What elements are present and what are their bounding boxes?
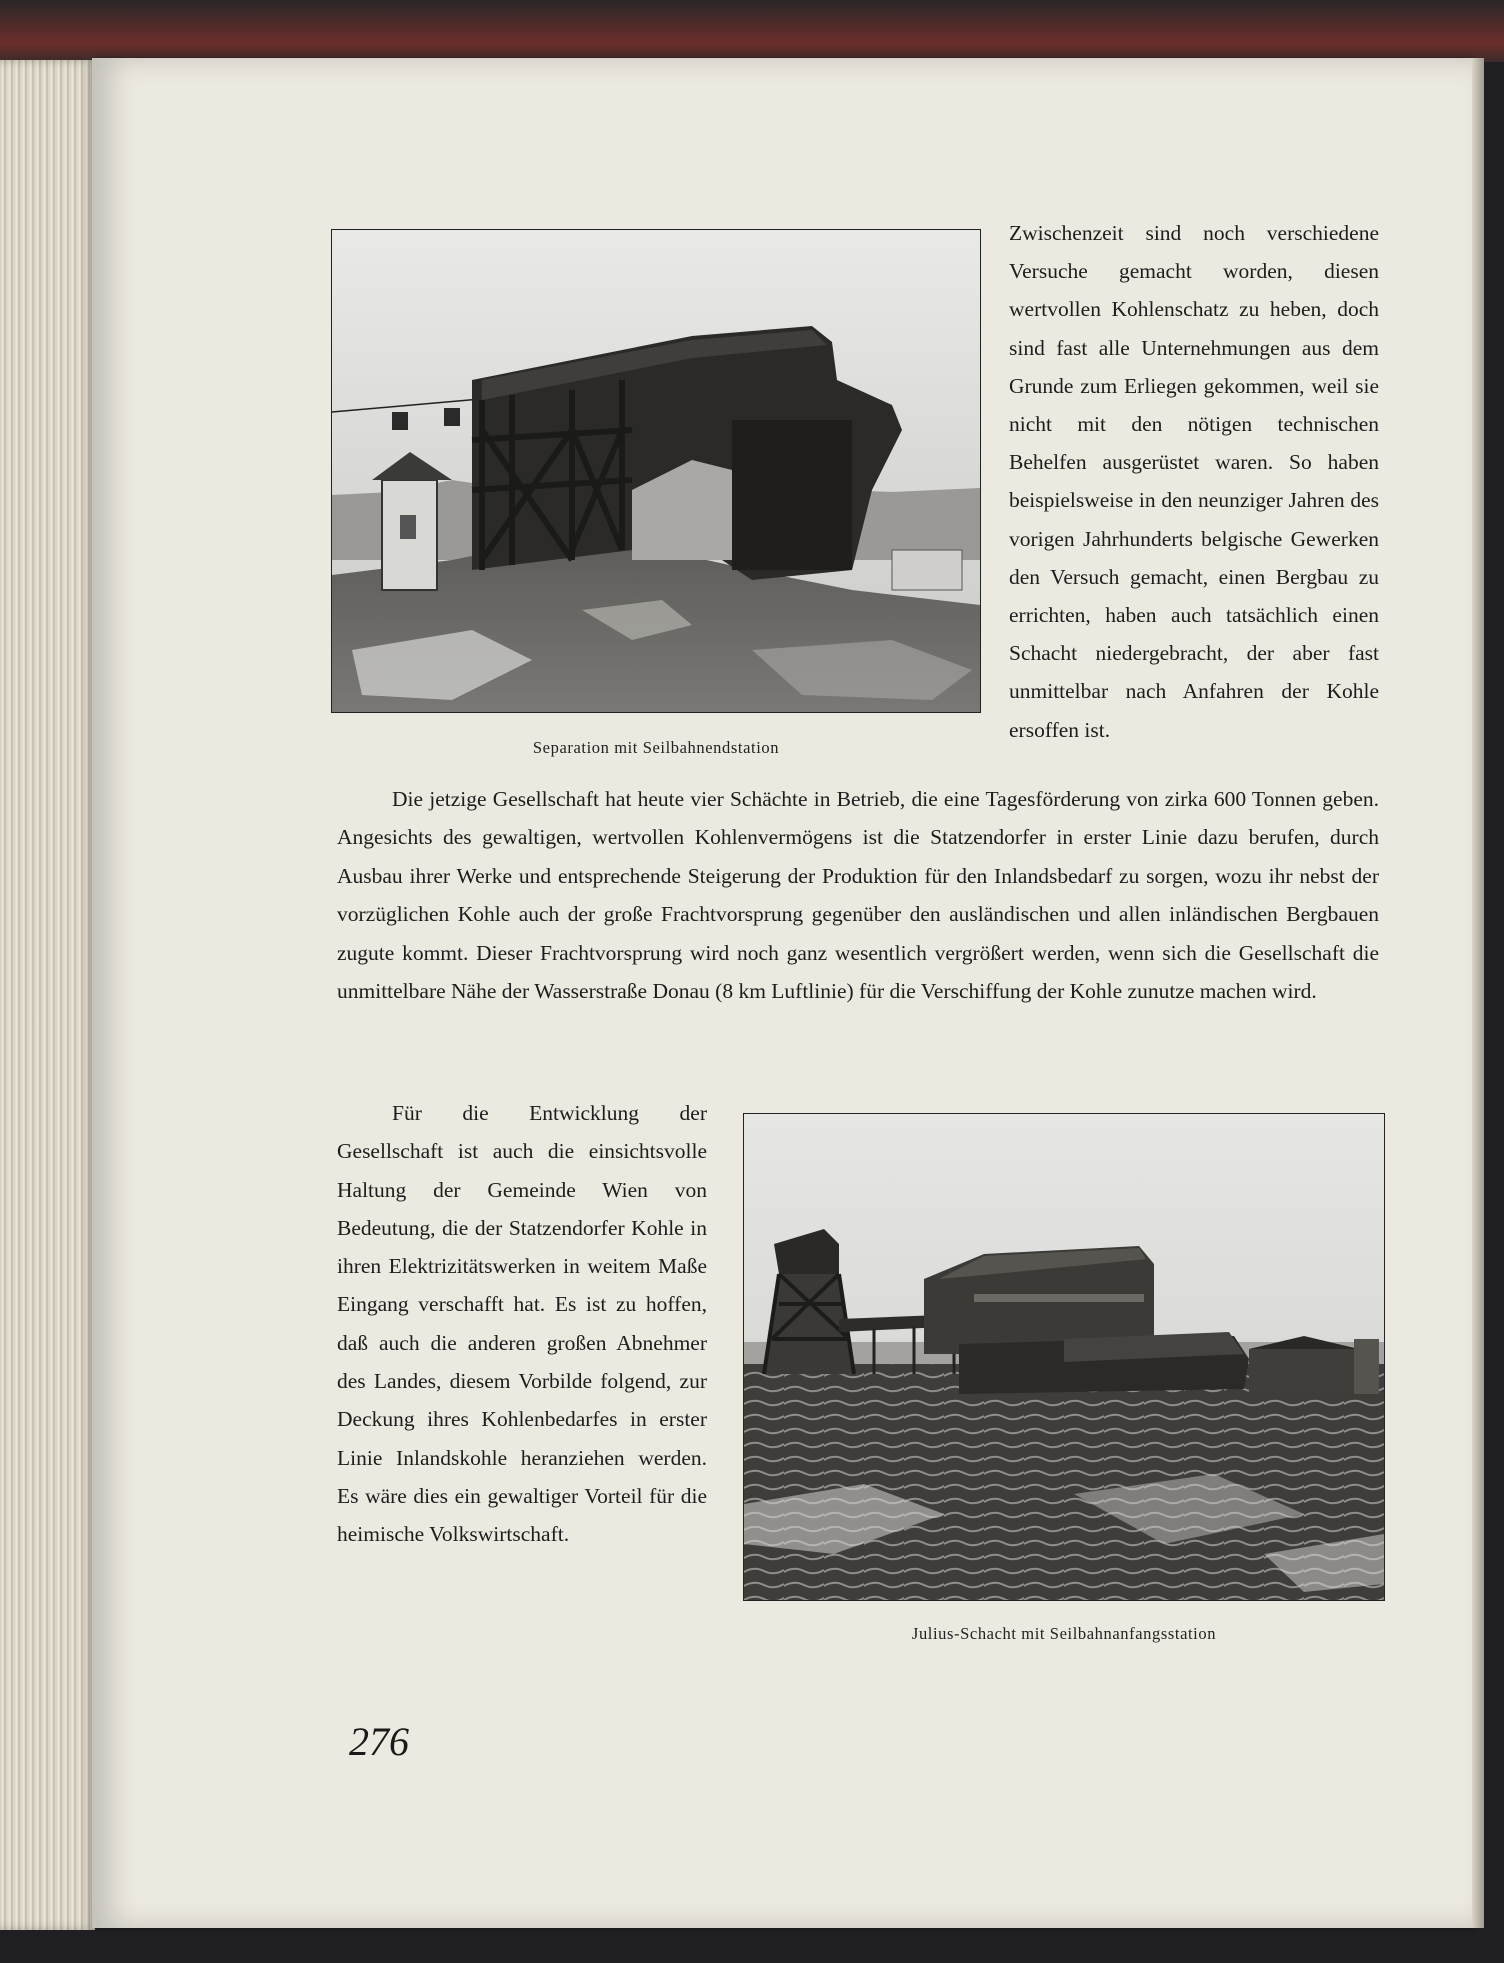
photo-julius-schacht-image: [744, 1114, 1384, 1600]
photo-separation: [332, 230, 980, 712]
photo-separation-image: [332, 230, 980, 712]
paragraph-3: Für die Entwicklung der Gesellschaft ist auch die einsichtsvolle Haltung der Gemeinde Wien von Bedeutung, die der Statzendorfer Kohle in ihren Elektrizitätswerken in weitem Maße Eingang verschafft hat. Es ist zu hoffen, daß auch die anderen großen Abnehmer des Landes, diesem Vorbilde folgend, zur Deckung ihres Kohlenbedarfes in erster Linie Inlandskohle heranziehen werden. Es wäre dies ein gewaltiger Vorteil für die heimische Volkswirtschaft.: [337, 1101, 707, 1547]
paragraph-1: Zwischenzeit sind noch verschiedene Versuche gemacht worden, diesen wertvollen Kohlenschatz zu heben, doch sind fast alle Unternehmungen aus dem Grunde zum Erliegen gekommen, weil sie nicht mit den nötigen technischen Behelfen ausgerüstet waren. So haben beispielsweise in den neunziger Jahren des vorigen Jahrhunderts belgische Gewerken den Versuch gemacht, einen Bergbau zu errichten, haben auch tatsächlich einen Schacht niedergebracht, der aber fast unmittelbar nach Anfahren der Kohle ersoffen ist.: [1009, 221, 1379, 742]
paragraph-2: Die jetzige Gesellschaft hat heute vier Schächte in Betrieb, die eine Tagesförderung von zirka 600 Tonnen geben. Angesichts des gewaltigen, wertvollen Kohlenvermögens ist die Statzendorfer in erster Linie dazu berufen, durch Ausbau ihrer Werke und entsprechende Steigerung der Produktion für den Inlandsbedarf zu sorgen, wozu ihr nebst der vorzüglichen Kohle auch der große Frachtvorsprung gegenüber den ausländischen und allen inländischen Bergbauen zugute kommt. Dieser Frachtvorsprung wird noch ganz wesentlich vergrößert werden, wenn sich die Gesellschaft die unmittelbare Nähe der Wasserstraße Donau (8 km Luftlinie) für die Verschiffung der Kohle zunutze machen wird.: [337, 787, 1379, 1004]
book-cover-edge: [0, 0, 1504, 62]
caption-separation: Separation mit Seilbahnendstation: [532, 738, 780, 757]
book-page: [92, 58, 1472, 1928]
photo-julius-schacht: [744, 1114, 1384, 1600]
page-stack: [0, 60, 95, 1930]
page-number: 276: [349, 1719, 409, 1764]
caption-julius-schacht: Julius-Schacht mit Seilbahnanfangsstation: [911, 1624, 1217, 1643]
page-edge: [1472, 58, 1484, 1928]
